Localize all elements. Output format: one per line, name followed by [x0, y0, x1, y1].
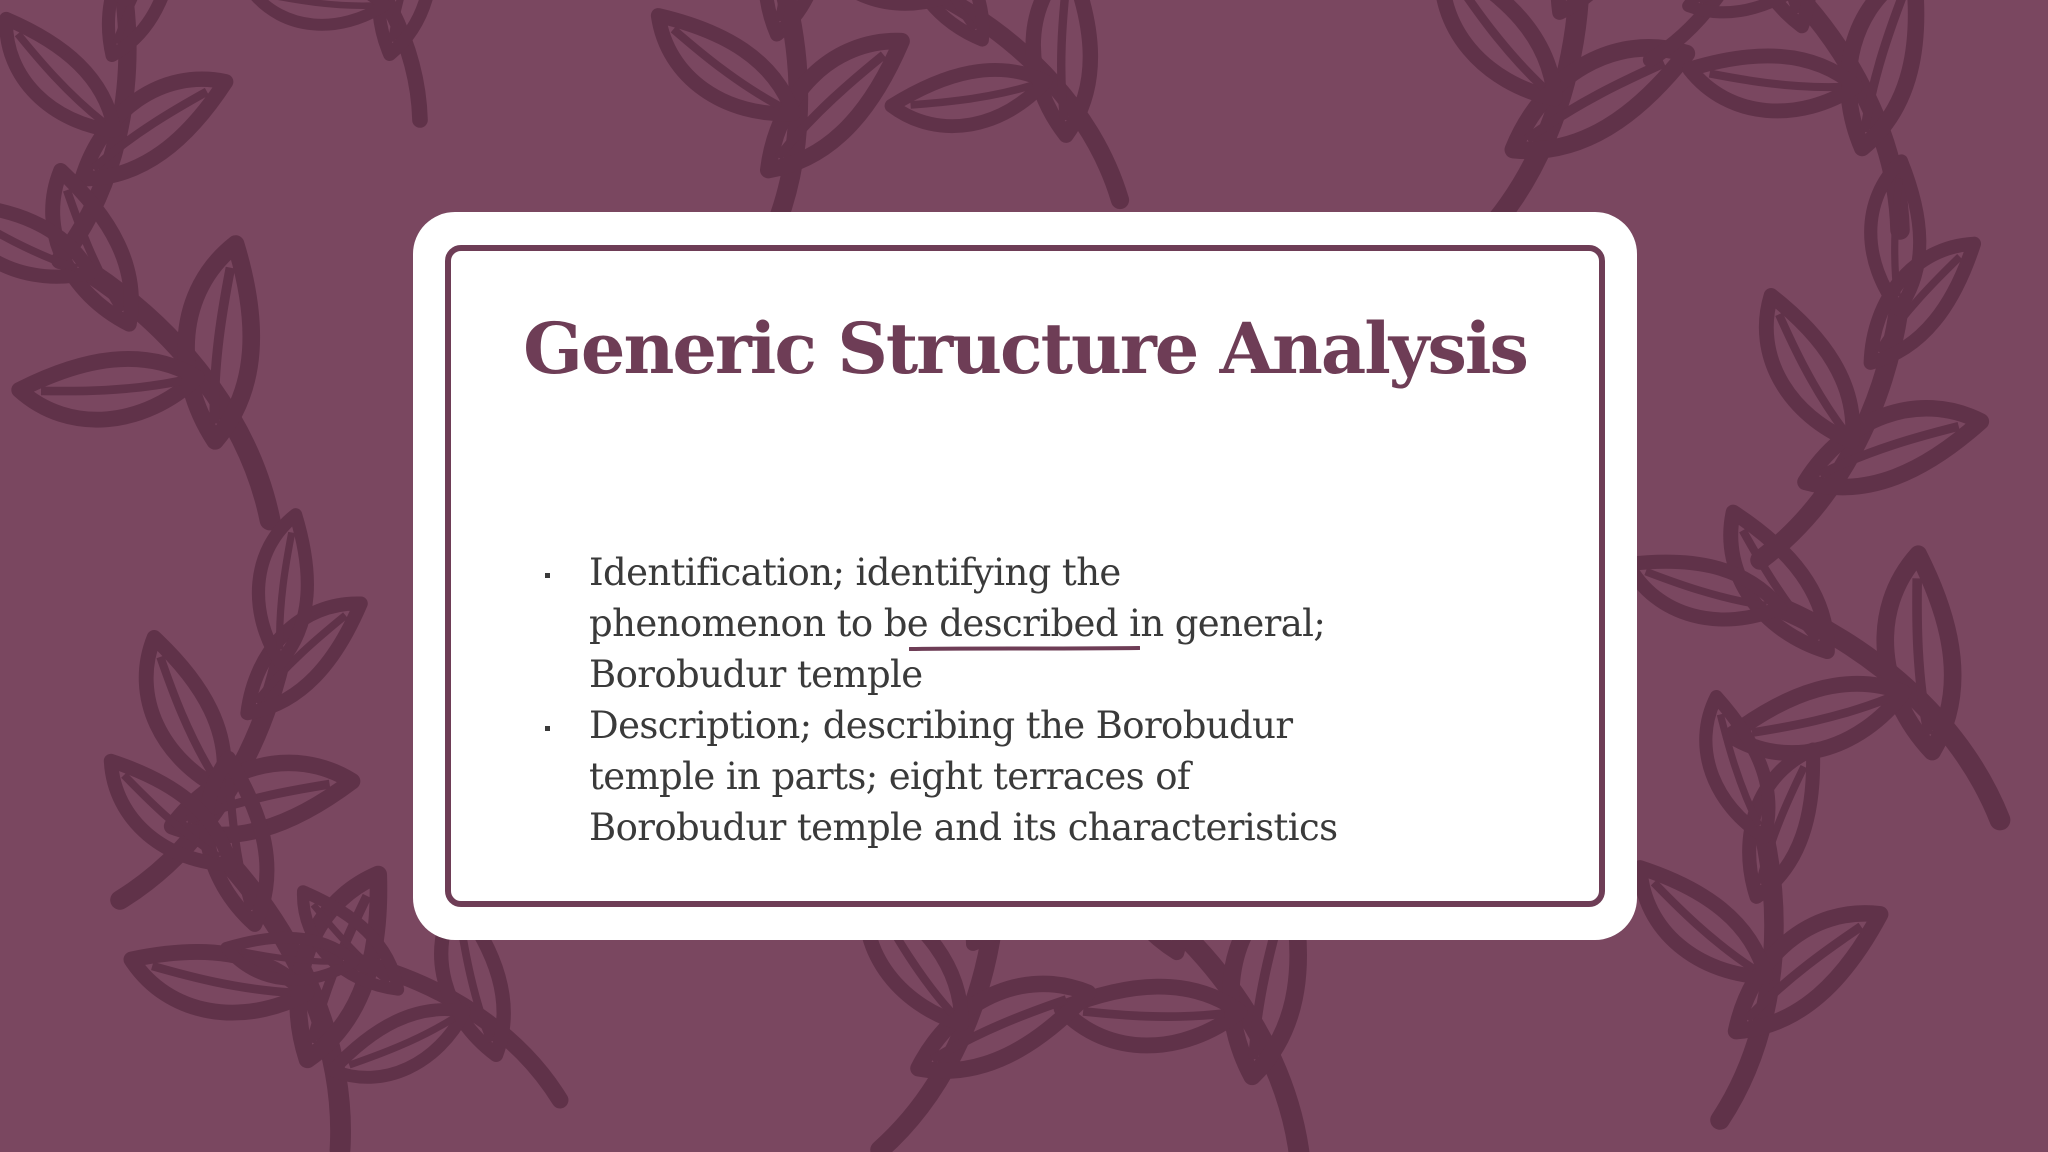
slide-card	[413, 212, 1637, 940]
bullet-text-line: Identification; identifying the	[589, 551, 1121, 594]
bullet-text-line: Borobudur temple	[589, 653, 923, 696]
slide-title: Generic Structure Analysis	[523, 307, 1527, 390]
pen-underline-annotation	[909, 646, 1140, 652]
bullet-item-description	[589, 700, 1389, 853]
bullet-item-identification	[589, 547, 1389, 700]
square-bullet-icon	[537, 547, 557, 598]
bullet-text-line: temple in parts; eight terraces of	[589, 755, 1190, 798]
bullet-text-line: Borobudur temple and its characteristics	[589, 806, 1338, 849]
bullet-text-line: Description; describing the Borobudur	[589, 704, 1293, 747]
bullet-list	[589, 547, 1389, 853]
bullet-text-line: phenomenon to be described in general;	[589, 602, 1326, 645]
square-bullet-icon	[537, 700, 557, 751]
